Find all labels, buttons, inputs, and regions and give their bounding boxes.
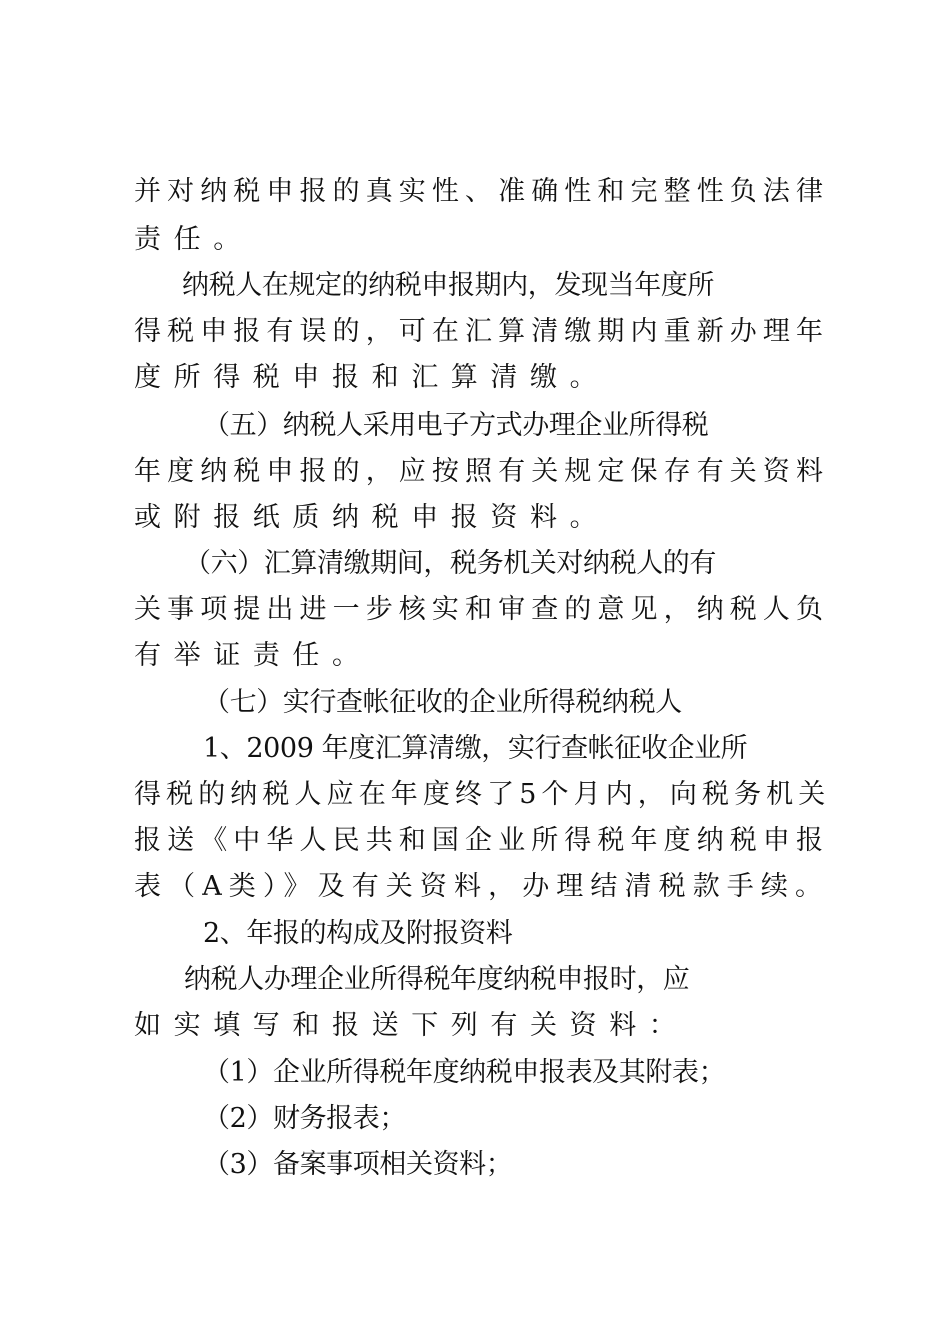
list-item-3: （3）备案事项相关资料； <box>203 1149 513 1180</box>
subsection-heading: 2、年报的构成及附报资料 <box>203 918 513 949</box>
paragraph-start-line: 纳税人办理企业所得税年度纳税申报时，应 <box>184 964 690 995</box>
text-line: 得税的纳税人应在年度终了5个月内，向税务机关 <box>134 779 831 810</box>
text-line: 报送《中华人民共和国企业所得税年度纳税申报 <box>134 825 830 856</box>
text-line: 如实填写和报送下列有关资料： <box>134 1010 689 1041</box>
section-heading-7: （七）实行查帐征收的企业所得税纳税人 <box>203 687 682 718</box>
paragraph-start-line: 1、2009 年度汇算清缴，实行查帐征收企业所 <box>203 733 748 764</box>
section-heading-5: （五）纳税人采用电子方式办理企业所得税 <box>203 410 709 441</box>
text-line: 得税申报有误的，可在汇算清缴期内重新办理年 <box>134 316 830 347</box>
text-line: 责任。 <box>134 224 253 255</box>
list-item-1: （1）企业所得税年度纳税申报表及其附表； <box>203 1057 726 1088</box>
text-line: 年度纳税申报的，应按照有关规定保存有关资料 <box>134 456 830 487</box>
text-line: 或附报纸质纳税申报资料。 <box>134 502 610 533</box>
paragraph-start-line: 纳税人在规定的纳税申报期内，发现当年度所 <box>182 270 714 301</box>
section-heading-6: （六）汇算清缴期间，税务机关对纳税人的有 <box>184 548 716 579</box>
text-line: 表（A类）》及有关资料，办理结清税款手续。 <box>134 871 830 902</box>
text-line: 关事项提出进一步核实和审查的意见，纳税人负 <box>134 594 830 625</box>
text-line: 有举证责任。 <box>134 640 372 671</box>
text-line: 度所得税申报和汇算清缴。 <box>134 362 610 393</box>
text-line: 并对纳税申报的真实性、准确性和完整性负法律 <box>134 176 830 207</box>
list-item-2: （2）财务报表； <box>203 1103 406 1134</box>
